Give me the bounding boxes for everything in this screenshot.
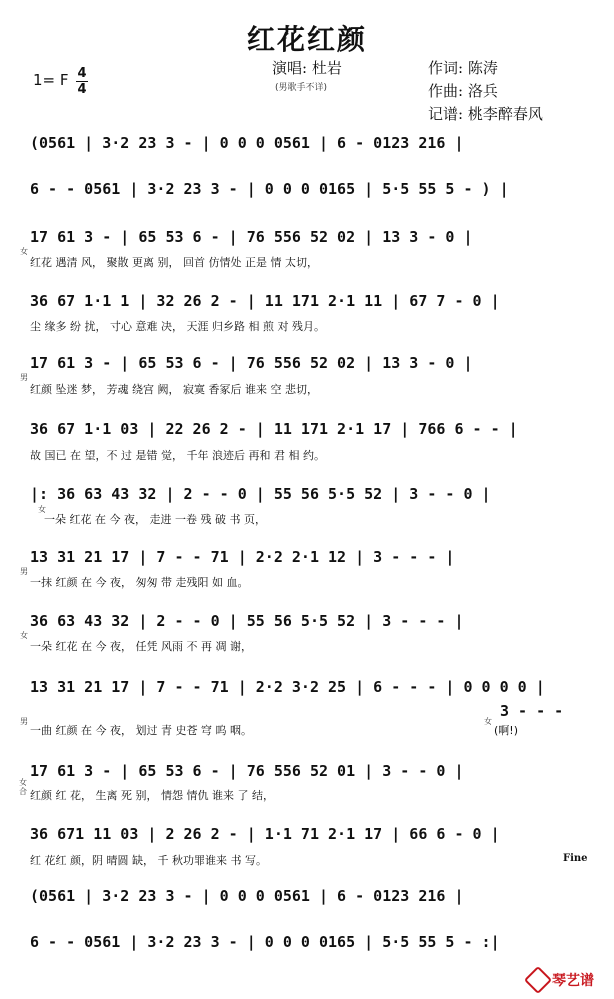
score-line: (0561 | 3·2 23 3 - | 0 0 0 0561 | 6 - 0123 216 | xyxy=(30,134,464,152)
score-line: 36 671 11 03 | 2 26 2 - | 1·1 71 2·1 17 | 66 6 - 0 | xyxy=(30,825,500,843)
voice-tag: 女 xyxy=(20,631,28,640)
score-line: 17 61 3 - | 65 53 6 - | 76 556 52 01 | 3 - - 0 | xyxy=(30,762,464,780)
score-line: 13 31 21 17 | 7 - - 71 | 2·2 3·2 25 | 6 - - - | 0 0 0 0 | xyxy=(30,678,545,696)
score-line: 17 61 3 - | 65 53 6 - | 76 556 52 02 | 13 3 - 0 | xyxy=(30,228,473,246)
score-line: 13 31 21 17 | 7 - - 71 | 2·2 2·1 12 | 3 - - - | xyxy=(30,548,455,566)
time-signature xyxy=(74,67,90,96)
lyric-line: 红颜 红 花， 生离 死 别， 情怨 情仇 谁来 了 结， xyxy=(30,789,274,802)
score-line: |: 36 63 43 32 | 2 - - 0 | 55 56 5·5 52 | 3 - - 0 | xyxy=(30,485,491,503)
voice-tag: 女 xyxy=(38,505,46,514)
fine-marker: Fine xyxy=(563,853,588,864)
score-line: 17 61 3 - | 65 53 6 - | 76 556 52 02 | 13 3 - 0 | xyxy=(30,354,473,372)
voice-tag: 女合 xyxy=(19,778,27,796)
score-line: (0561 | 3·2 23 3 - | 0 0 0 0561 | 6 - 0123 216 | xyxy=(30,887,464,905)
lyric-line: 红花 遇清 风， 聚散 更离 别， 回首 仿情处 正是 情 太切， xyxy=(30,256,318,269)
composer-credit: 作曲: 洛兵 xyxy=(428,82,498,100)
logo-icon xyxy=(524,966,552,994)
voice-tag: 男 xyxy=(20,717,28,726)
score-line: 6 - - 0561 | 3·2 23 3 - | 0 0 0 0165 | 5·5 55 5 - ) | xyxy=(30,180,509,198)
time-signature-top: 4 xyxy=(77,66,87,81)
score-line: 6 - - 0561 | 3·2 23 3 - | 0 0 0 0165 | 5·5 55 5 - :| xyxy=(30,933,500,951)
singer-credit: 演唱: 杜岩 xyxy=(272,59,342,77)
singer-note: (男歌手不详) xyxy=(275,83,328,93)
time-signature-bottom: 4 xyxy=(77,82,87,97)
lyric-line: 红 花红 颜，阴 晴圆 缺， 千 秋功罪谁来 书 写。 xyxy=(30,854,267,867)
lyric-line: 一曲 红颜 在 今 夜， 划过 青 史苍 穹 呜 咽。 xyxy=(30,724,252,737)
lyric-line: 红颜 坠迷 梦， 芳魂 绕宫 阙， 寂寞 香冢后 谁来 空 悲切， xyxy=(30,383,318,396)
key-signature: 1= F xyxy=(33,71,69,89)
score-line: 36 67 1·1 1 | 32 26 2 - | 11 171 2·1 11 | 67 7 - 0 | xyxy=(30,292,500,310)
score-line: 36 63 43 32 | 2 - - 0 | 55 56 5·5 52 | 3 - - - | xyxy=(30,612,464,630)
transcriber-credit: 记谱: 桃李醉春风 xyxy=(428,105,543,123)
lyricist-credit: 作词: 陈涛 xyxy=(428,59,498,77)
site-logo xyxy=(528,970,594,990)
lyric-line: (啊!) xyxy=(494,724,518,737)
lyric-line: 一朵 红花 在 今 夜， 任凭 风雨 不 再 凋 谢， xyxy=(30,640,252,653)
lyric-line: 一抹 红颜 在 今 夜， 匆匆 带 走残阳 如 血。 xyxy=(30,576,249,589)
lyric-line: 一朵 红花 在 今 夜， 走进 一卷 残 破 书 页， xyxy=(44,513,266,526)
page-title: 红花红颜 xyxy=(247,23,368,56)
voice-tag: 女 xyxy=(20,247,28,256)
site-logo-text: 琴艺谱 xyxy=(552,973,594,989)
voice-tag: 女 xyxy=(484,717,492,726)
score-line: 36 67 1·1 03 | 22 26 2 - | 11 171 2·1 17 | 766 6 - - | xyxy=(30,420,518,438)
lyric-line: 故 国已 在 望，不 过 是错 觉， 千年 浪迹后 再和 君 相 约。 xyxy=(30,449,325,462)
voice-tag: 男 xyxy=(20,373,28,382)
voice-tag: 男 xyxy=(20,567,28,576)
score-line: 3 - - - xyxy=(500,702,564,720)
lyric-line: 尘 缘多 纷 扰， 寸心 意难 决， 天涯 归乡路 相 煎 对 残月。 xyxy=(30,320,325,333)
